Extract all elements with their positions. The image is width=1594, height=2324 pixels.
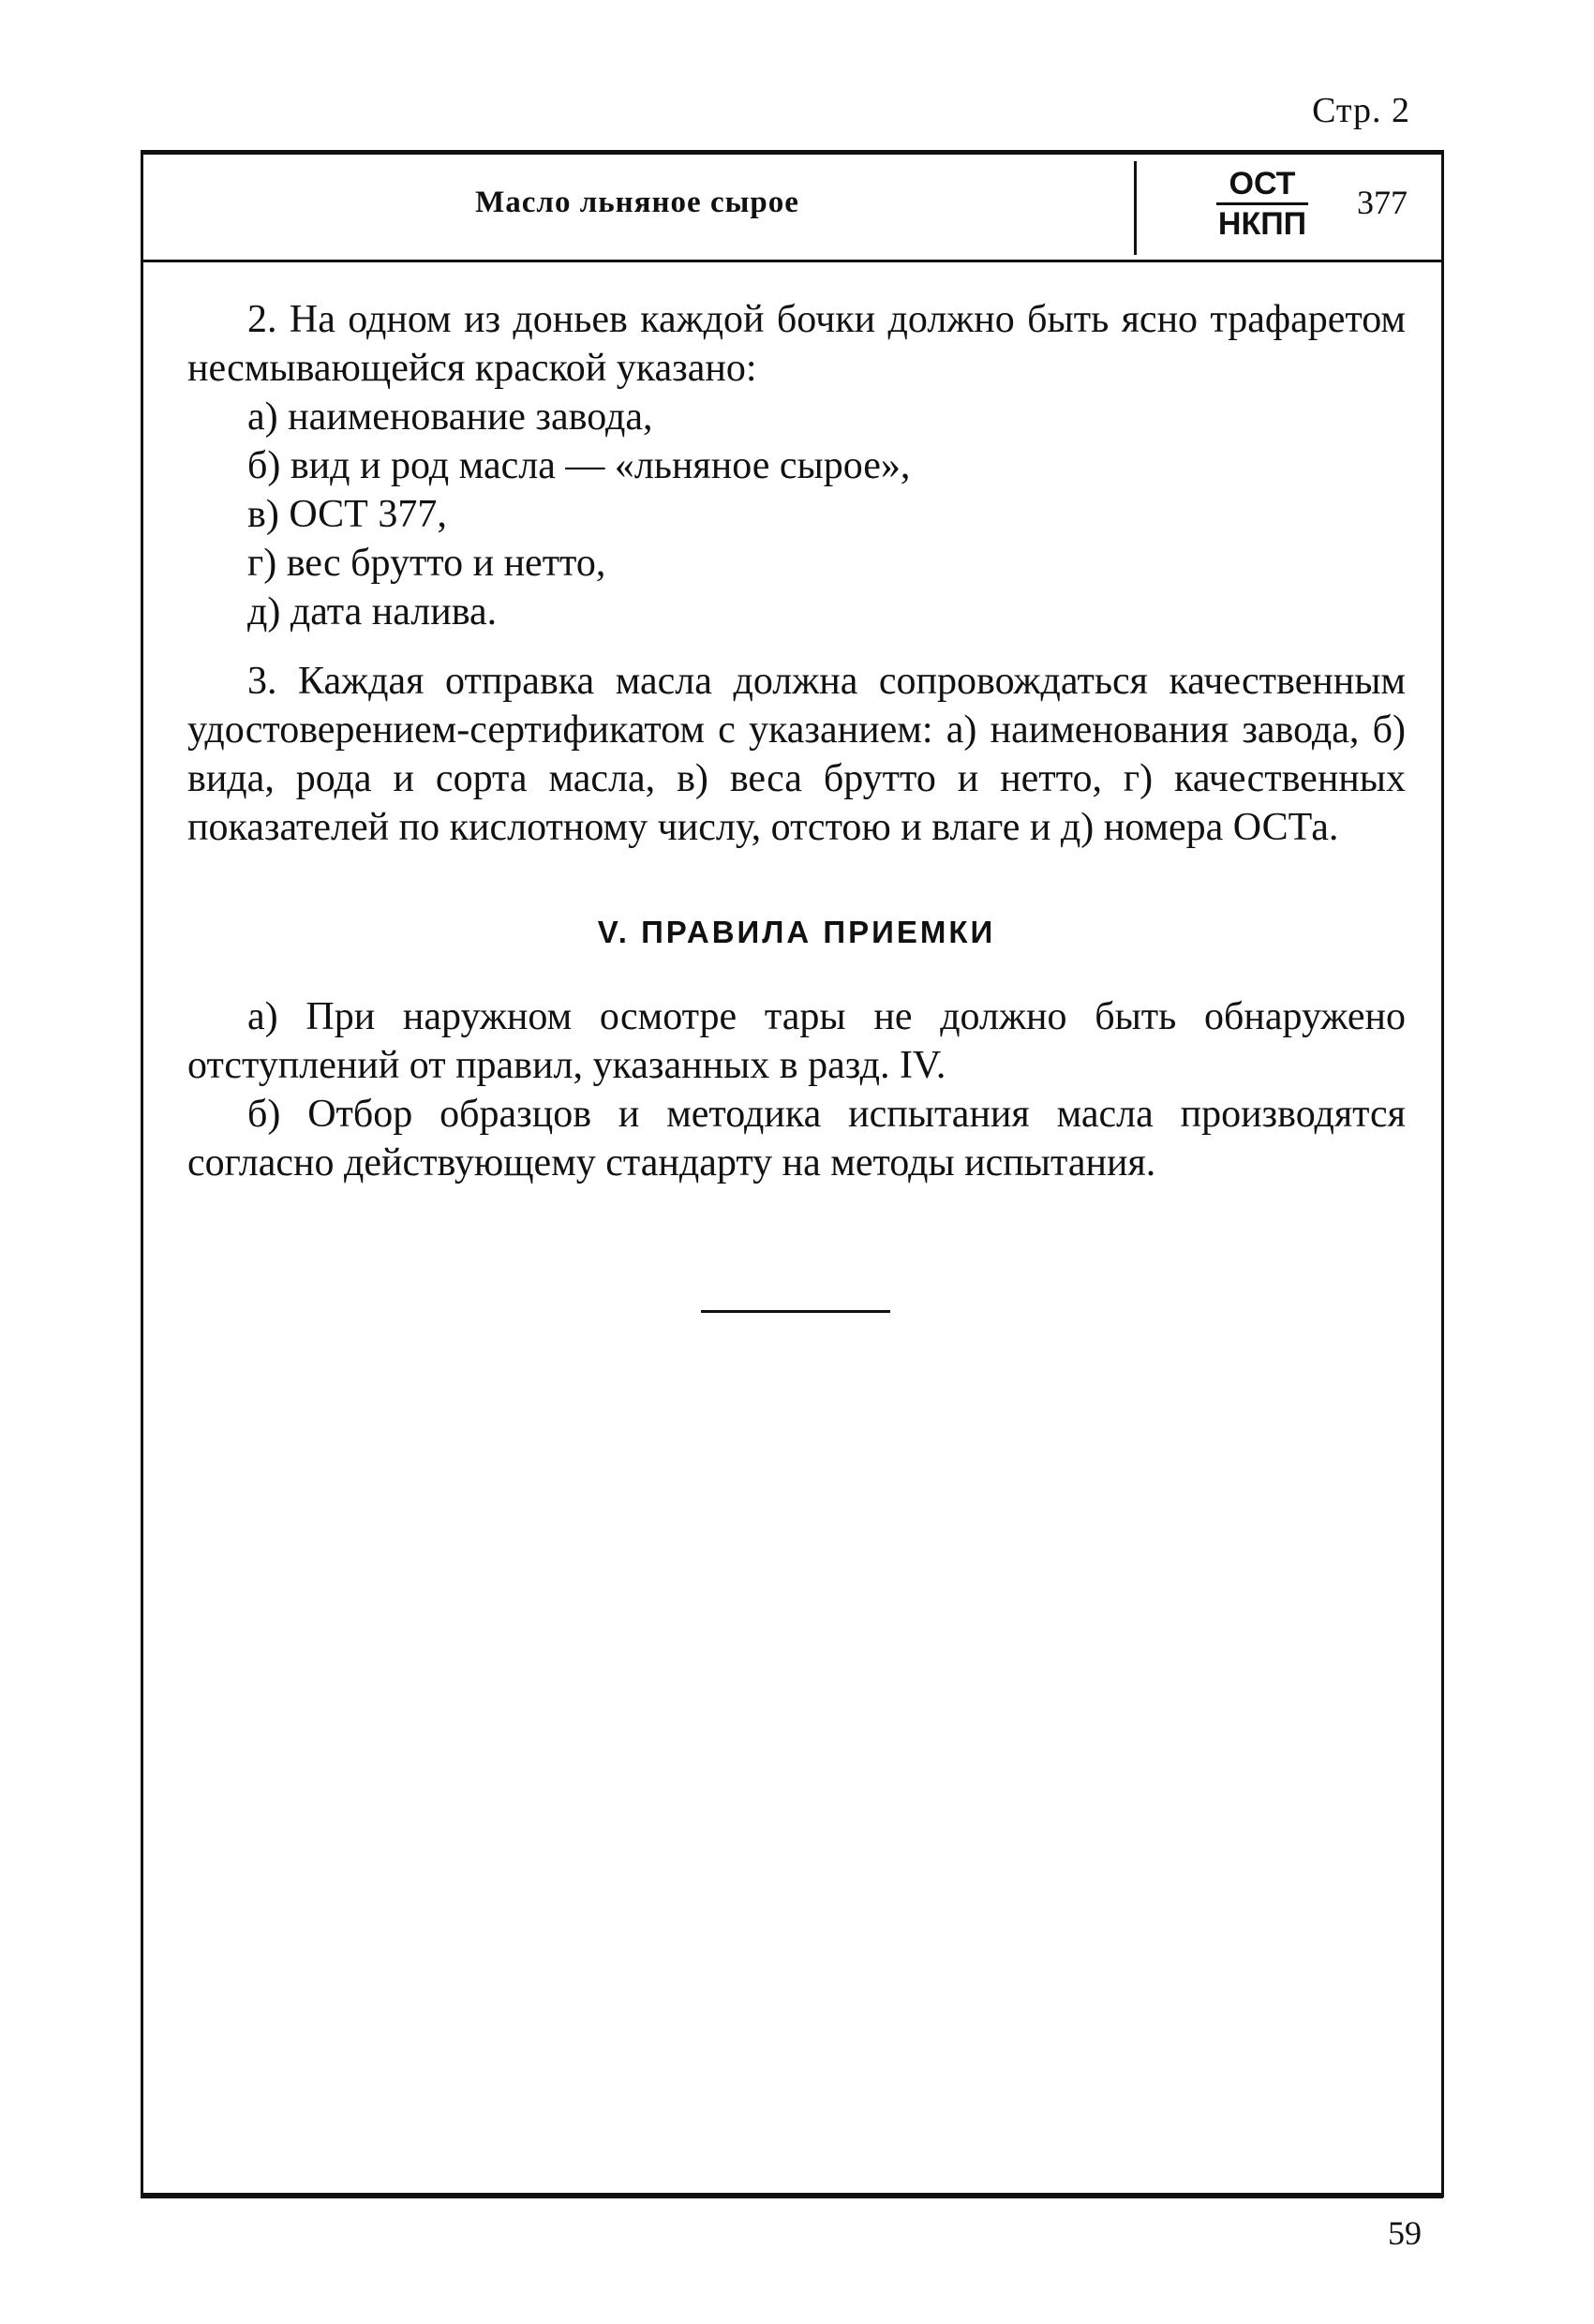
page-label-top: Стр. 2 xyxy=(1312,91,1410,130)
list-item: г) вес брутто и нетто, xyxy=(247,542,606,585)
marking-list xyxy=(187,393,1406,636)
document-title: Масло льняное сырое xyxy=(475,186,799,219)
standard-code xyxy=(1183,165,1342,243)
list-item: д) дата налива. xyxy=(247,590,498,633)
header-divider xyxy=(1134,161,1137,255)
standard-code-denominator: НКПП xyxy=(1217,206,1307,242)
list-item: в) ОСТ 377, xyxy=(247,493,447,536)
section-5-item-a: а) При наружном осмотре тары не должно быть обнаружено отступлений от правил, указанных в разд. IV. xyxy=(187,995,1406,1087)
standard-code-numerator: ОСТ xyxy=(1216,165,1309,205)
standard-number: 377 xyxy=(1357,184,1408,221)
section-5-item-b: б) Отбор образцов и методика испытания масла производятся согласно действующему стандарту на методы испытания. xyxy=(187,1093,1406,1184)
list-item: а) наименование завода, xyxy=(247,395,653,439)
paragraph-2-intro: 2. На одном из доньев каждой бочки должно быть ясно трафаретом несмывающейся краской указано: xyxy=(187,298,1406,390)
frame-top-rule xyxy=(141,150,1443,155)
section-heading: V. ПРАВИЛА ПРИЕМКИ xyxy=(597,915,996,949)
document-body xyxy=(187,295,1406,1187)
header-bottom-rule xyxy=(141,260,1443,262)
frame-bottom-rule xyxy=(141,2193,1443,2198)
end-separator xyxy=(701,1310,890,1313)
paragraph-3: 3. Каждая отправка масла должна сопровождаться качественным удостоверением-сертификатом с указанием: а) наименования завода, б) вида, рода и сорта масла, в) веса брутто и нетто, г) качественных показателей по кислотному числу, отстою и влаге и д) номера ОСТа. xyxy=(187,660,1406,849)
page-number-bottom: 59 xyxy=(1388,2214,1422,2252)
list-item: б) вид и род масла — «льняное сырое», xyxy=(247,444,911,487)
